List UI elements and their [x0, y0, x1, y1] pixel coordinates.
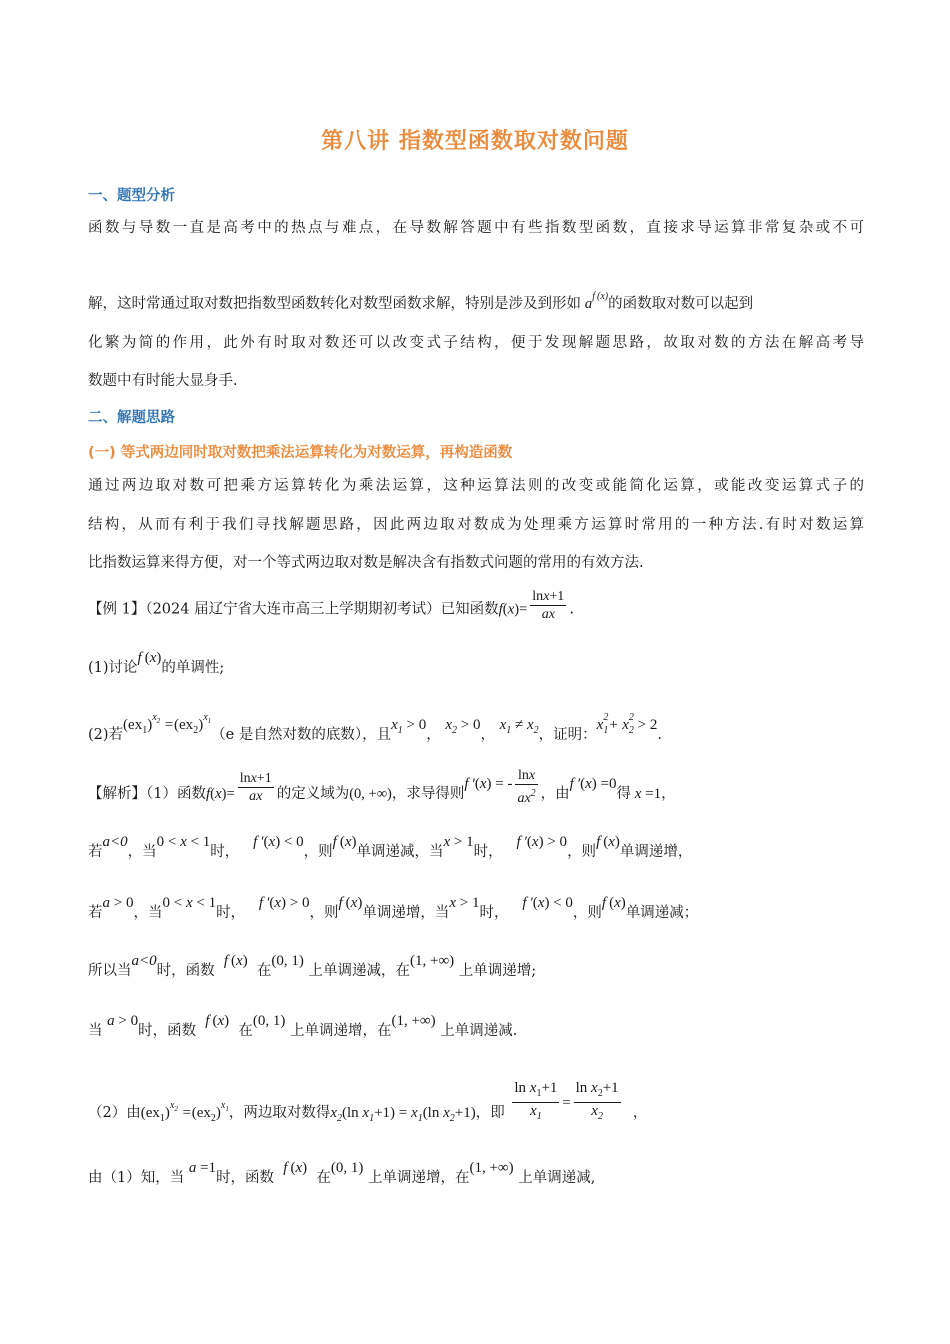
solution-line: 当 a > 0时，函数 f (x) 在(0, 1) 上单调递增，在(1, +∞) 上单调递减. [88, 1013, 518, 1039]
paragraph-line: 通过两边取对数可把乘方运算转化为乘法运算，这种运算法则的改变或能简化运算，或能改变运算式子的 [88, 478, 864, 494]
solution-line: 若a > 0，当0 < x < 1时， f ′(x) > 0，则f (x)单调递增，当x > 1时， f ′(x) < 0，则f (x)单调递减； [88, 895, 699, 921]
math-a-power-fx: $a^{f (x)}$ [581, 291, 609, 312]
paragraph-line: 数题中有时能大显身手. [88, 373, 238, 389]
solution-line: 若a<0，当0 < x < 1时， f ′(x) < 0，则f (x)单调递减，当x > 1时， f ′(x) > 0，则f (x)单调递增， [88, 834, 693, 860]
solution-line: （2）由$(ex_1)^{x_2} =(ex_2)^{x_1}$，两边取对数得$x_2(\ln$ $x_1+1) = x_1(\ln$ $x_2+1$)，即 $\frac{\ln x_1+1}{x_1}$ = $\frac{\ln x_2+1}{x_2}$ ， [88, 1079, 648, 1124]
paragraph-line: 函数与导数一直是高考中的热点与难点，在导数解答题中有些指数型函数，直接求导运算非常复杂或不可 [88, 220, 864, 236]
math-condition: $x_1 > 0$ [391, 717, 427, 736]
question-2: (2)若$(ex_1)^{x_2} =(ex_2)^{x_1}(e$ 是自然对数的底数），且$x_1 > 0$， $x_2 > 0$， $x_1 \ne x_2$，证明：$x_1^2+ x_2^2 > 2$. [88, 712, 662, 743]
math-function-def: f [498, 601, 503, 618]
page-title: 第八讲 指数型函数取对数问题 [321, 129, 629, 154]
paragraph-line: 解，这时常通过取对数把指数型函数转化对数型函数求解，特别是涉及到形如 $a^{f (x)}$的函数取对数可以起到 [88, 291, 754, 312]
solution-line: 由（1）知，当 a =1时，函数 f (x) 在(0, 1) 上单调递增，在(1, +∞) 上单调递减, [88, 1160, 596, 1186]
paragraph-line: 结构，从而有利于我们寻找解题思路，因此两边取对数成为处理乘方运算时常用的一种方法.有时对数运算 [88, 517, 864, 533]
paragraph-line: 化繁为简的作用，此外有时取对数还可以改变式子结构，便于发现解题思路，故取对数的方法在解高考导 [88, 335, 864, 351]
question-1: (1)讨论f (x)的单调性; [88, 650, 225, 676]
math-fx: f (x) [137, 650, 162, 666]
subsection-heading: (一) 等式两边同时取对数把乘法运算转化为对数运算，再构造函数 [88, 445, 513, 461]
math-equation: $(ex_1)^{x_2} =(ex_2)^{x_1}$ [123, 712, 212, 736]
math-conclusion: $x_1^2+ x_2^2 > 2$ [596, 712, 658, 736]
paragraph-line: 比指数运算来得方便，对一个等式两边取对数是解决含有指数式问题的常用的有效方法. [88, 555, 644, 571]
example-statement: 【例 1】（2024 届辽宁省大连市高三上学期期初考试）已知函数f(x)= $\frac{\ln x+1}{ax}$ . [88, 589, 574, 622]
section-heading-analysis: 一、题型分析 [88, 188, 175, 204]
solution-line: 所以当a<0时，函数 f (x) 在(0, 1) 上单调递减，在(1, +∞) 上单调递增; [88, 953, 537, 979]
section-heading-approach: 二、解题思路 [88, 410, 175, 426]
solution-line: 【解析】（1）函数f(x)= $\frac{\ln x+1}{ax}$ 的定义域为(0, +∞)，求导得则f ′(x) = - $\frac{\ln x}{ax^2}$ ，由f ′(x) =0得 x =1， [88, 768, 676, 806]
